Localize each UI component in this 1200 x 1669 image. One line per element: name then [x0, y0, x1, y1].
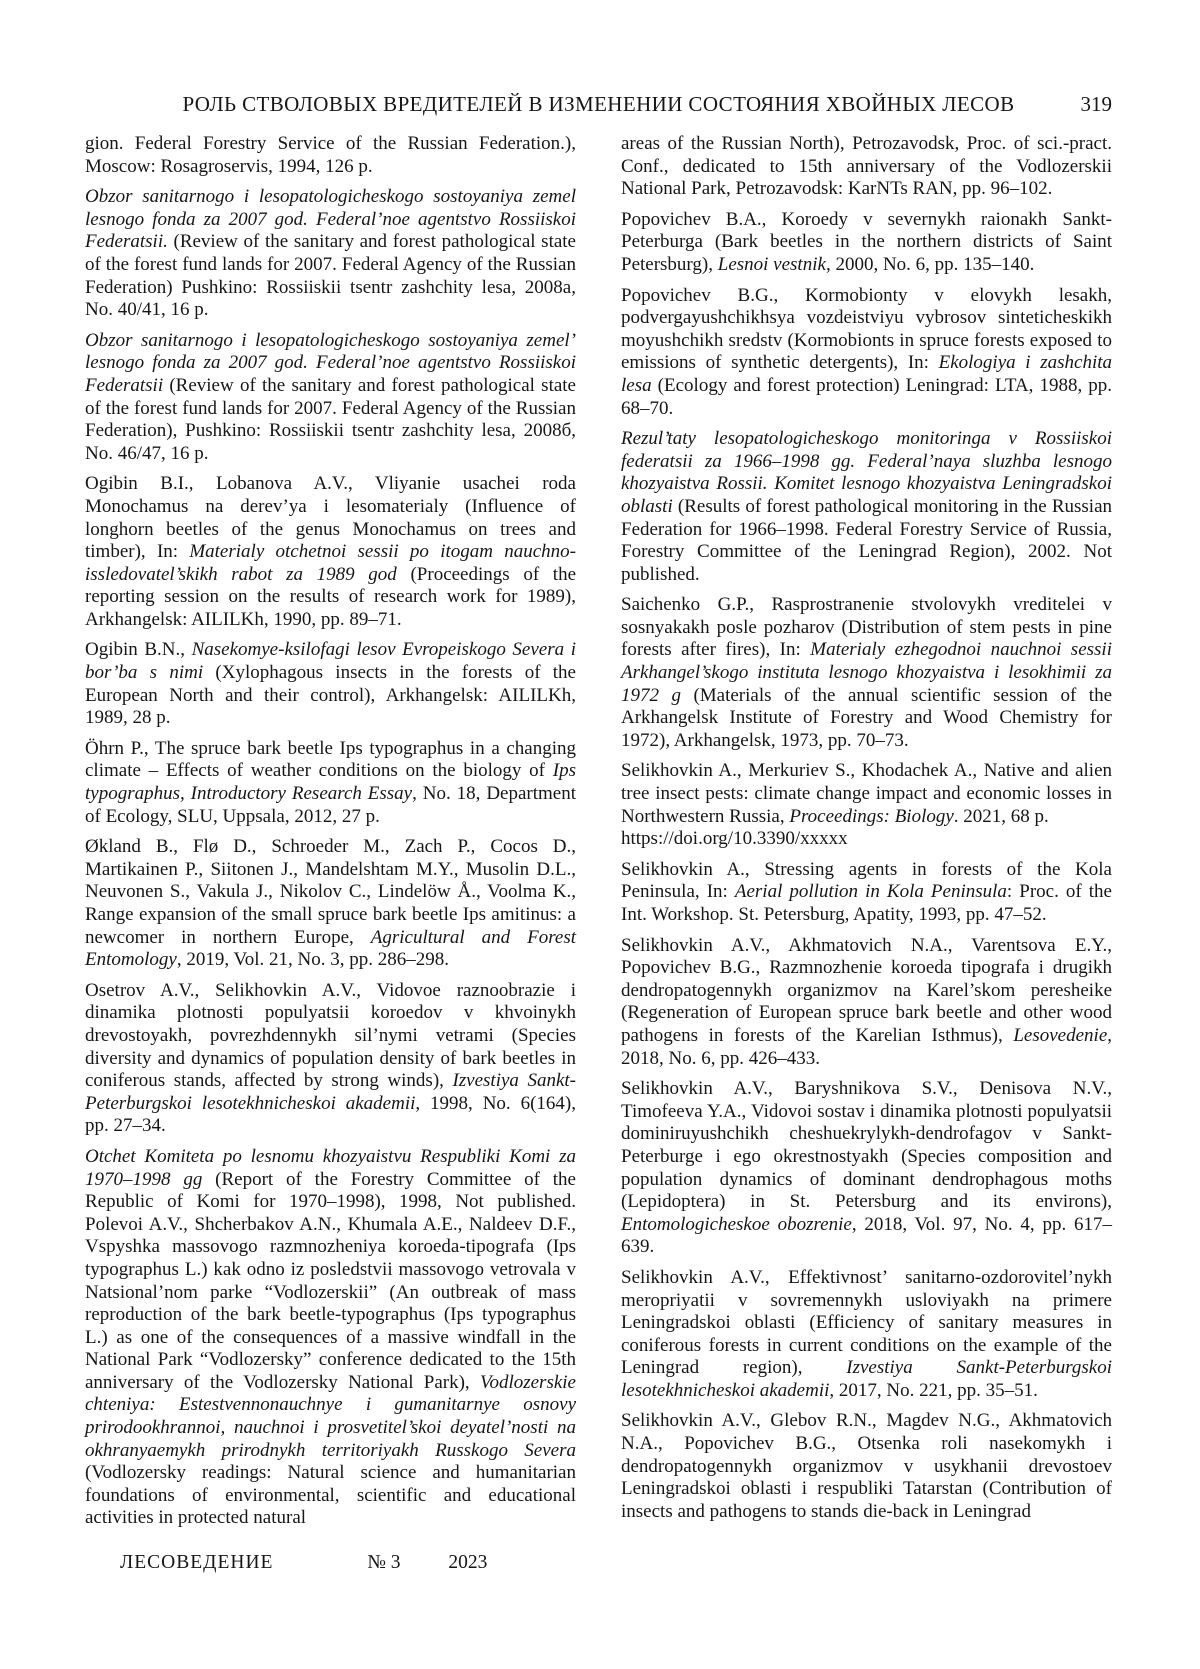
reference-item: [621, 594, 1112, 752]
reference-source-italic: Agricultural and Forest Entomology: [85, 926, 576, 971]
reference-text: Öhrn P., The spruce bark beetle Ips typographus in a changing climate – Effects of weather conditions on the biology of: [85, 737, 576, 782]
reference-item: [621, 935, 1112, 1071]
journal-year: 2023: [448, 1552, 488, 1573]
reference-text: Selikhovkin A.V., Akhmatovich N.A., Varentsova E.Y., Popovichev B.G., Razmnozhenie koroeda tipografa i drugikh dendropatogennykh organizmov na Karel’skom peresheike (Regeneration of European spruce bark beetle and other wood pathogens in forests of the Karelian Isthmus),: [621, 934, 1112, 1046]
reference-text: (Xylophagous insects in the forests of the European North and their control), Arkhangelsk: AILILKh, 1989, 28 p.: [85, 662, 576, 729]
reference-item: [85, 330, 576, 466]
reference-text: Selikhovkin A., Merkuriev S., Khodachek A., Native and alien tree insect pests: climate change impact and economic losses in Northwestern Russia,: [621, 760, 1112, 827]
reference-item: [621, 428, 1112, 586]
reference-text: , No. 18, Department of Ecology, SLU, Uppsala, 2012, 27 p.: [85, 783, 576, 827]
reference-source-italic: Entomologicheskoe obozrenie: [621, 1213, 852, 1235]
reference-text: Selikhovkin A.V., Glebov R.N., Magdev N.G., Akhmatovich N.A., Popovichev B.G., Otsenka roli nasekomykh i dendropatogennykh organizmov v usykhanii drevostoev Leningradskoi oblasti i respubliki Tatarstan (Contribution of insects and pathogens to stands die-back in Leningrad: [621, 1410, 1112, 1522]
reference-item: [621, 760, 1112, 850]
reference-text: Popovichev B.A., Koroedy v severnykh raionakh Sankt-Peterburga (Bark beetles in the northern districts of Saint Petersburg),: [621, 208, 1112, 275]
reference-item: [621, 209, 1112, 277]
reference-item: [85, 639, 576, 729]
reference-source-italic: Izvestiya Sankt-Peterburgskoi lesotekhnicheskoi akademii: [621, 1357, 1112, 1401]
reference-item: [85, 980, 576, 1138]
reference-text: areas of the Russian North), Petrozavodsk, Proc. of sci.-pract. Conf., dedicated to 15th anniversary of the Vodlozerskii National Park, Petrozavodsk: KarNTs RAN, pp. 96–102.: [621, 133, 1112, 200]
reference-item: [621, 1267, 1112, 1403]
reference-text: Osetrov A.V., Selikhovkin A.V., Vidovoe raznoobrazie i dinamika plotnosti populyatsii koroedov v khvoinykh drevostoyakh, povrezhdennykh sil’nymi vetrami (Species diversity and dynamics of population density of bark beetles in coniferous stands, affected by strong winds),: [85, 979, 576, 1092]
references-section: [85, 133, 1112, 1530]
reference-text: , 2018, No. 6, pp. 426–433.: [621, 1024, 1112, 1069]
reference-item: [85, 738, 576, 828]
reference-item: [85, 133, 576, 178]
reference-text: Popovichev B.G., Kormobionty v elovykh lesakh, podvergayushchikhsya vozdeistviyu vybrosov sinteticheskikh moyushchikh sredstv (Kormobionts in spruce forests exposed to emissions of synthetic detergents), In:: [621, 284, 1112, 374]
reference-source-italic: Otchet Komiteta po lesnomu khozyaistvu Respubliki Komi za 1970–1998 gg: [85, 1145, 576, 1190]
reference-item: [621, 1410, 1112, 1523]
reference-text: (Review of the sanitary and forest pathological state of the forest fund lands for 2007. Federal Agency of the Russian Federation), Pushkino: Rossiiskii tsentr zashchity lesa, 2008б, No. 46/47, 16 p.: [85, 374, 576, 464]
reference-text: Ogibin B.I., Lobanova A.V., Vliyanie usachei roda Monochamus na derev’ya i lesomaterialy (Influence of longhorn beetles of the genus Monochamus on trees and timber), In:: [85, 473, 576, 563]
reference-text: (Report of the Forestry Committee of the Republic of Komi for 1970–1998), 1998, Not published. Polevoi A.V., Shcherbakov A.N., Khumala A.E., Naldeev D.F., Vspyshka massovogo razmnozheniya koroeda-tipografa (Ips typographus L.) kak odno iz posledstvii massovogo vetrovala v Natsional’nom parke “Vodlozerskii” (An outbreak of mass reproduction of the bark beetle-typographus (Ips typographus L.) as one of the consequences of a massive windfall in the National Park “Vodlozersky” conference dedicated to the 15th anniversary of the Vodlozersky National Park),: [85, 1168, 576, 1393]
page-number: 319: [1080, 92, 1112, 116]
page-title: РОЛЬ СТВОЛОВЫХ ВРЕДИТЕЛЕЙ В ИЗМЕНЕНИИ СОСТОЯНИЯ ХВОЙНЫХ ЛЕСОВ: [182, 92, 1015, 116]
reference-text: : Proc. of the Int. Workshop. St. Petersburg, Apatity, 1993, pp. 47–52.: [621, 881, 1112, 925]
reference-source-italic: Ips typographus, Introductory Research Essay: [85, 760, 576, 805]
references-column-left: [85, 133, 576, 1530]
reference-source-italic: Izvestiya Sankt-Peterburgskoi lesotekhnicheskoi akademii: [85, 1070, 576, 1114]
reference-text: Selikhovkin A.V., Baryshnikova S.V., Denisova N.V., Timofeeva Y.A., Vidovoi sostav i dinamika plotnosti populyatsii dominiruyushchikh cheshuekrylykh-dendrofagov v Sankt-Peterburge i ego okrestnostyakh (Species composition and population dynamics of dominant dendrophagous moths (Lepidoptera) in St. Petersburg and its environs),: [621, 1078, 1112, 1213]
reference-text: Økland B., Flø D., Schroeder M., Zach P., Cocos D., Martikainen P., Siitonen J., Mandelshtam M.Y., Musolin D.L., Neuvonen S., Vakula J., Nikolov C., Lindelöw Å., Voolma K., Range expansion of the small spruce bark beetle Ips amitinus: a newcomer in northern Europe,: [85, 836, 576, 948]
reference-source-italic: Lesnoi vestnik: [717, 253, 826, 275]
reference-item: [85, 186, 576, 322]
reference-source-italic: Obzor sanitarnogo i lesopatologicheskogo sostoyaniya zemel lesnogo fonda za 2007 god. Federal’noe agentstvo Rossiiskoi Federatsii.: [85, 186, 576, 253]
reference-text: , 2000, No. 6, pp. 135–140.: [825, 253, 1035, 275]
reference-text: (Vodlozersky readings: Natural science and humanitarian foundations of environmental, scientific and educational activities in protected natural: [85, 1462, 576, 1529]
reference-source-italic: Ekologiya i zashchita lesa: [621, 352, 1112, 396]
journal-issue: № 3: [367, 1552, 401, 1573]
reference-text: (Proceedings of the reporting session on the results of research work for 1989), Arkhangelsk: AILILKh, 1990, pp. 89–71.: [85, 563, 577, 630]
running-head: [85, 0, 1112, 117]
reference-text: , 1998, No. 6(164), pp. 27–34.: [85, 1092, 576, 1137]
doi-text: https://doi.org/10.3390/xxxxx: [621, 828, 848, 850]
reference-source-italic: Nasekomye-ksilofagi lesov Evropeiskogo Severa i bor’ba s nimi: [85, 639, 576, 684]
reference-text: Selikhovkin A., Stressing agents in forests of the Kola Peninsula, In:: [621, 858, 1112, 903]
reference-item: [621, 285, 1112, 421]
reference-item: [621, 1078, 1112, 1259]
reference-item: [85, 1146, 576, 1530]
reference-text: gion. Federal Forestry Service of the Russian Federation.), Moscow: Rosagroservis, 1994, 126 p.: [85, 133, 576, 177]
reference-text: Ogibin B.N.,: [85, 639, 192, 661]
reference-source-italic: Aerial pollution in Kola Peninsula: [734, 881, 1007, 903]
reference-source-italic: Materialy otchetnoi sessii po itogam nauchno-issledovatel’skikh rabot za 1989 god: [85, 541, 577, 585]
reference-text: , 2018, Vol. 97, No. 4, pp. 617–639.: [621, 1213, 1112, 1258]
reference-source-italic: Obzor sanitarnogo i lesopatologicheskogo sostoyaniya zemel’ lesnogo fonda za 2007 god. Federal’noe agentstvo Rossiiskoi Federatsii: [85, 329, 576, 396]
reference-text: (Materials of the annual scientific session of the Arkhangelsk Institute of Forestry and Wood Chemistry for 1972), Arkhangelsk, 1973, pp. 70–73.: [621, 684, 1113, 751]
reference-text: , 2017, No. 221, pp. 35–51.: [829, 1379, 1038, 1401]
reference-text: (Ecology and forest protection) Leningrad: LTA, 1988, pp. 68–70.: [621, 374, 1112, 419]
reference-item: [85, 473, 576, 631]
reference-source-italic: Vodlozerskie chteniya: Estestvennonauchnye i gumanitarnye osnovy prirodookhrannoi, nauchnoi i prosvetitel’skoi deyatel’nosti na okhranyaemykh prirodnykh territoriyakh Russkogo Severa: [85, 1371, 576, 1461]
reference-source-italic: Lesovedenie: [1013, 1024, 1108, 1046]
reference-text: Selikhovkin A.V., Effektivnost’ sanitarno-ozdorovitel’nykh meropriyatii v sovremennykh usloviyakh na primere Leningradskoi oblasti (Efficiency of sanitary measures in coniferous forests in current conditions on the example of the Leningrad region),: [621, 1266, 1112, 1379]
reference-text: . 2021, 68 p.: [953, 805, 1049, 827]
reference-item: [85, 836, 576, 972]
reference-source-italic: Proceedings: Biology: [789, 805, 954, 827]
reference-text: (Results of forest pathological monitoring in the Russian Federation for 1966–1998. Federal Forestry Service of Russia, Forestry Committee of the Leningrad Region), 2002. Not published.: [621, 495, 1112, 585]
reference-source-italic: Materialy ezhegodnoi nauchnoi sessii Arkhangel’skogo instituta lesnogo khozyaistva i lesokhimii za 1972 g: [621, 639, 1112, 706]
reference-text: , 2019, Vol. 21, No. 3, pp. 286–298.: [176, 949, 450, 971]
journal-footer: [120, 1552, 487, 1574]
journal-name: ЛЕСОВЕДЕНИЕ: [120, 1552, 274, 1573]
reference-text: (Review of the sanitary and forest pathological state of the forest fund lands for 2007. Federal Agency of the Russian Federation) Pushkino: Rossiiskii tsentr zashchity lesa, 2008a, No. 40/41, 16 p.: [85, 231, 576, 321]
references-column-right: [621, 133, 1112, 1530]
reference-source-italic: Rezul’taty lesopatologicheskogo monitoringa v Rossiiskoi federatsii za 1966–1998 gg. Federal’naya sluzhba lesnogo khozyaistva Rossii. Komitet lesnogo khozyaistva Leningradskoi oblasti: [621, 428, 1112, 517]
reference-text: Saichenko G.P., Rasprostranenie stvolovykh vreditelei v sosnyakakh posle pozharov (Distribution of stem pests in pine forests after fires), In:: [621, 594, 1112, 661]
reference-item: [621, 133, 1112, 201]
reference-item: [621, 859, 1112, 927]
